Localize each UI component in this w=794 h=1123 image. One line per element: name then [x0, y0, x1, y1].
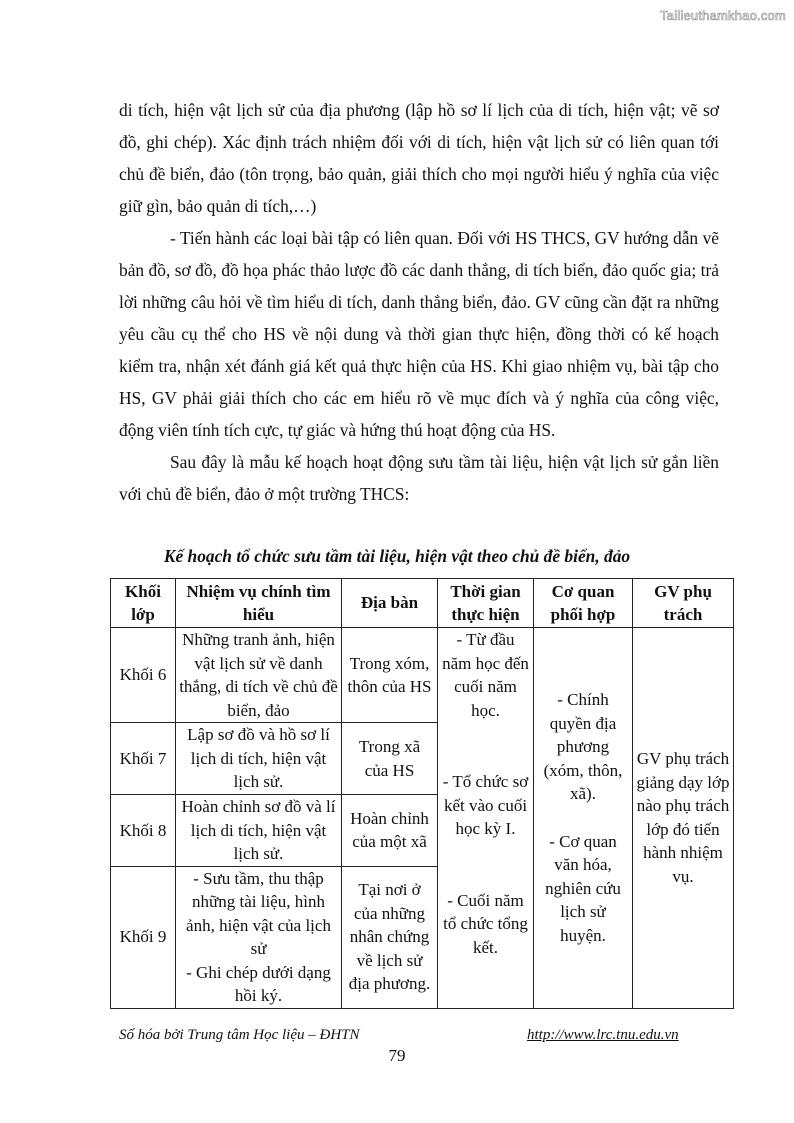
header-coordination: Cơ quan phối hợp [534, 579, 633, 628]
footer-credit: Số hóa bởi Trung tâm Học liệu – ĐHTN [119, 1027, 360, 1043]
watermark: Tailieuthamkhao.com [660, 8, 786, 23]
spacer [441, 722, 530, 770]
timeline-part: - Cuối năm tổ chức tổng kết. [443, 890, 528, 957]
header-teacher: GV phụ trách [633, 579, 734, 628]
timeline-part: - Từ đầu năm học đến cuối năm học. [442, 630, 529, 720]
task-cell: Lập sơ đồ và hồ sơ lí lịch di tích, hiện vật lịch sử. [176, 723, 342, 795]
coordination-part: - Chính quyền địa phương (xóm, thôn, xã). [543, 690, 623, 804]
table-row [111, 628, 734, 723]
footer-link[interactable]: http://www.lrc.tnu.edu.vn [527, 1027, 679, 1043]
task-part: - Ghi chép dưới dạng hồi ký. [186, 962, 331, 1005]
area-cell: Tại nơi ở của những nhân chứng về lịch sử địa phương. [342, 866, 438, 1008]
header-task: Nhiệm vụ chính tìm hiểu [176, 579, 342, 628]
page-number: 79 [388, 1046, 406, 1065]
grade-cell: Khối 9 [111, 866, 176, 1008]
spacer [441, 841, 530, 889]
grade-cell: Khối 8 [111, 795, 176, 867]
grade-cell: Khối 6 [111, 628, 176, 723]
task-cell: Hoàn chỉnh sơ đồ và lí lịch di tích, hiện vật lịch sử. [176, 795, 342, 867]
table-title: Kế hoạch tổ chức sưu tầm tài liệu, hiện vật theo chủ đề biển, đảo [163, 546, 631, 566]
table-header-row [111, 579, 734, 628]
task-cell: Những tranh ảnh, hiện vật lịch sử về danh thắng, di tích về chủ đề biển, đảo [176, 628, 342, 723]
area-cell: Trong xã của HS [342, 723, 438, 795]
area-cell: Hoàn chỉnh của một xã [342, 795, 438, 867]
body-text [119, 94, 719, 510]
header-area: Địa bàn [342, 579, 438, 628]
teacher-cell: GV phụ trách giảng dạy lớp nào phụ trách lớp đó tiến hành nhiệm vụ. [633, 628, 734, 1009]
timeline-part: - Tổ chức sơ kết vào cuối học kỳ I. [442, 772, 529, 838]
task-cell [176, 866, 342, 1008]
grade-cell: Khối 7 [111, 723, 176, 795]
timeline-cell [438, 628, 534, 1009]
paragraph-continuation: di tích, hiện vật lịch sử của địa phương (lập hồ sơ lí lịch của di tích, hiện vật; vẽ sơ đồ, ghi chép). Xác định trách nhiệm đối với di tích, hiện vật lịch sử có liên quan tới chủ đề biển, đảo (tôn trọng, bảo quản, giải thích cho mọi người hiểu ý nghĩa của việc giữ gìn, bảo quản di tích,…) [119, 100, 719, 216]
area-cell: Trong xóm, thôn của HS [342, 628, 438, 723]
spacer [537, 806, 629, 830]
coordination-part: - Cơ quan văn hóa, nghiên cứu lịch sử huyện. [545, 831, 621, 945]
coordination-cell [534, 628, 633, 1009]
paragraph-exercises: - Tiến hành các loại bài tập có liên quan. Đối với HS THCS, GV hướng dẫn vẽ bản đồ, sơ đồ, đồ họa phác thảo lược đồ các danh thắng, di tích biển, đảo quốc gia; trả lời những câu hỏi về tìm hiểu di tích, danh thắng biển, đảo. GV cũng cần đặt ra những yêu cầu cụ thể cho HS về nội dung và thời gian thực hiện, đồng thời có kế hoạch kiểm tra, nhận xét đánh giá kết quả thực hiện của HS. Khi giao nhiệm vụ, bài tập cho HS, GV phải giải thích cho các em hiểu rõ về mục đích và ý nghĩa của công việc, động viên tính tích cực, tự giác và hứng thú hoạt động của HS. [119, 228, 719, 440]
plan-table [110, 578, 734, 1009]
paragraph-intro-plan: Sau đây là mẫu kế hoạch hoạt động sưu tầm tài liệu, hiện vật lịch sử gắn liền với chủ đề biển, đảo ở một trường THCS: [119, 452, 719, 504]
header-timeline: Thời gian thực hiện [438, 579, 534, 628]
header-grade: Khối lớp [111, 579, 176, 628]
task-part: - Sưu tầm, thu thập những tài liệu, hình ảnh, hiện vật của lịch sử [186, 868, 331, 958]
